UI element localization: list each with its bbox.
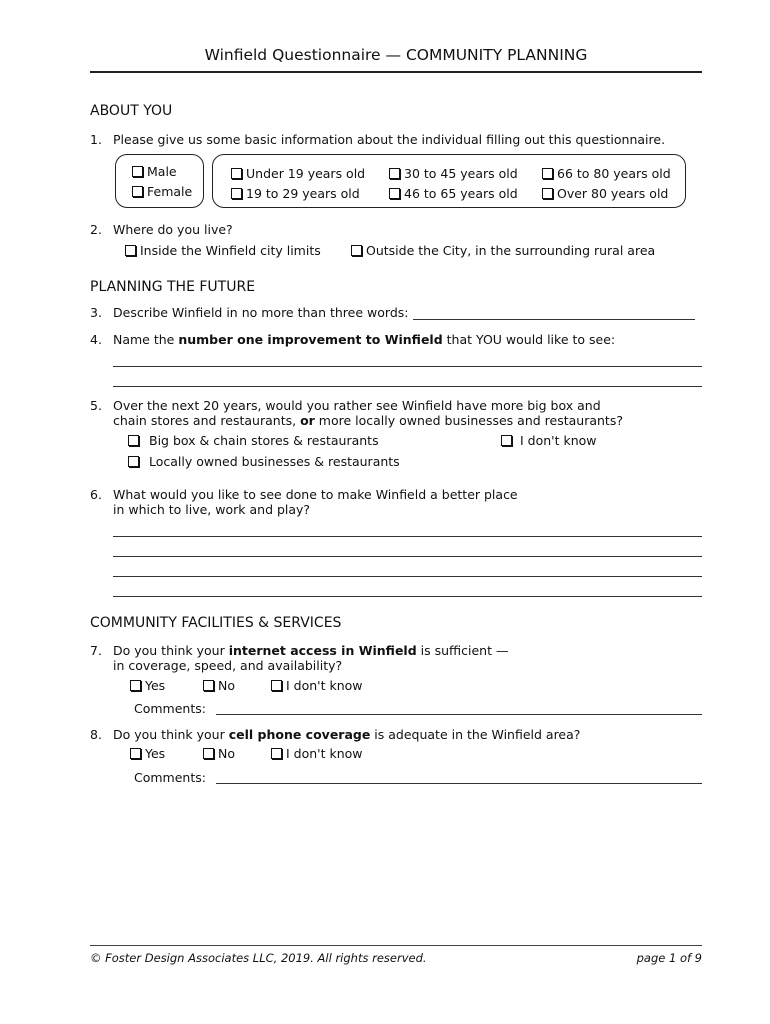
section-about: ABOUT YOU xyxy=(90,103,173,119)
q1-text: Please give us some basic information about the individual filling out this questionnaire. xyxy=(113,132,666,147)
gender-box xyxy=(115,154,204,208)
option-age-under-19[interactable]: Under 19 years old xyxy=(231,166,365,181)
checkbox-icon[interactable] xyxy=(132,186,143,197)
checkbox-icon[interactable] xyxy=(128,435,139,446)
q5-number: 5. xyxy=(90,398,102,413)
q8-text: Do you think your cell phone coverage is adequate in the Winfield area? xyxy=(113,727,581,742)
option-age-30-45[interactable]: 30 to 45 years old xyxy=(389,166,518,181)
option-q7-dont-know[interactable]: I don't know xyxy=(271,678,363,693)
checkbox-icon[interactable] xyxy=(231,188,242,199)
option-big-box[interactable]: Big box & chain stores & restaurants xyxy=(128,433,379,448)
checkbox-icon[interactable] xyxy=(130,748,141,759)
q4-answer-line-1[interactable] xyxy=(113,366,702,367)
option-age-46-65[interactable]: 46 to 65 years old xyxy=(389,186,518,201)
q6-answer-line-3[interactable] xyxy=(113,576,702,577)
option-age-19-29[interactable]: 19 to 29 years old xyxy=(231,186,360,201)
checkbox-icon[interactable] xyxy=(125,245,136,256)
q7-number: 7. xyxy=(90,643,102,658)
q3-answer-line[interactable] xyxy=(413,319,695,320)
q8-comments-label: Comments: xyxy=(134,770,206,785)
checkbox-icon[interactable] xyxy=(271,748,282,759)
q7-line-2: in coverage, speed, and availability? xyxy=(113,658,343,673)
option-q8-yes[interactable]: Yes xyxy=(130,746,165,761)
q6-answer-line-2[interactable] xyxy=(113,556,702,557)
q7-text: Do you think your internet access in Winfield is sufficient — xyxy=(113,643,509,658)
checkbox-icon[interactable] xyxy=(351,245,362,256)
section-planning: PLANNING THE FUTURE xyxy=(90,279,256,295)
checkbox-icon[interactable] xyxy=(132,166,143,177)
footer-page-number: page 1 of 9 xyxy=(636,951,702,965)
q4-answer-line-2[interactable] xyxy=(113,386,702,387)
checkbox-icon[interactable] xyxy=(203,680,214,691)
q4-number: 4. xyxy=(90,332,102,347)
q5-line-1: Over the next 20 years, would you rather see Winfield have more big box and xyxy=(113,398,601,413)
q5-line-2: chain stores and restaurants, or more locally owned businesses and restaurants? xyxy=(113,413,623,428)
q6-line-1: What would you like to see done to make Winfield a better place xyxy=(113,487,518,502)
option-female[interactable]: Female xyxy=(132,184,192,199)
option-locally-owned[interactable]: Locally owned businesses & restaurants xyxy=(128,454,400,469)
checkbox-icon[interactable] xyxy=(271,680,282,691)
checkbox-icon[interactable] xyxy=(501,435,512,446)
section-facilities: COMMUNITY FACILITIES & SERVICES xyxy=(90,615,342,631)
checkbox-icon[interactable] xyxy=(542,168,553,179)
footer-rule xyxy=(90,945,702,946)
q1-number: 1. xyxy=(90,132,102,147)
q2-text: Where do you live? xyxy=(113,222,233,237)
checkbox-icon[interactable] xyxy=(542,188,553,199)
option-age-66-80[interactable]: 66 to 80 years old xyxy=(542,166,671,181)
checkbox-icon[interactable] xyxy=(203,748,214,759)
q6-answer-line-1[interactable] xyxy=(113,536,702,537)
option-age-over-80[interactable]: Over 80 years old xyxy=(542,186,668,201)
q4-text: Name the number one improvement to Winfield that YOU would like to see: xyxy=(113,332,616,347)
option-q8-no[interactable]: No xyxy=(203,746,235,761)
q2-number: 2. xyxy=(90,222,102,237)
q3-text: Describe Winfield in no more than three words: xyxy=(113,305,409,320)
q8-comments-line[interactable] xyxy=(216,783,702,784)
option-q7-yes[interactable]: Yes xyxy=(130,678,165,693)
checkbox-icon[interactable] xyxy=(231,168,242,179)
page-title: Winfield Questionnaire — COMMUNITY PLANNING xyxy=(204,46,588,64)
option-male[interactable]: Male xyxy=(132,164,177,179)
footer-copyright: © Foster Design Associates LLC, 2019. All rights reserved. xyxy=(90,951,427,965)
option-outside-city[interactable]: Outside the City, in the surrounding rural area xyxy=(351,243,655,258)
checkbox-icon[interactable] xyxy=(389,188,400,199)
q6-number: 6. xyxy=(90,487,102,502)
checkbox-icon[interactable] xyxy=(130,680,141,691)
q8-number: 8. xyxy=(90,727,102,742)
q7-comments-label: Comments: xyxy=(134,701,206,716)
checkbox-icon[interactable] xyxy=(128,456,139,467)
option-q8-dont-know[interactable]: I don't know xyxy=(271,746,363,761)
q6-answer-line-4[interactable] xyxy=(113,596,702,597)
q7-comments-line[interactable] xyxy=(216,714,702,715)
header-rule xyxy=(90,71,702,73)
q6-line-2: in which to live, work and play? xyxy=(113,502,311,517)
option-q5-dont-know[interactable]: I don't know xyxy=(501,433,597,448)
option-q7-no[interactable]: No xyxy=(203,678,235,693)
q3-number: 3. xyxy=(90,305,102,320)
checkbox-icon[interactable] xyxy=(389,168,400,179)
option-inside-city[interactable]: Inside the Winfield city limits xyxy=(125,243,321,258)
